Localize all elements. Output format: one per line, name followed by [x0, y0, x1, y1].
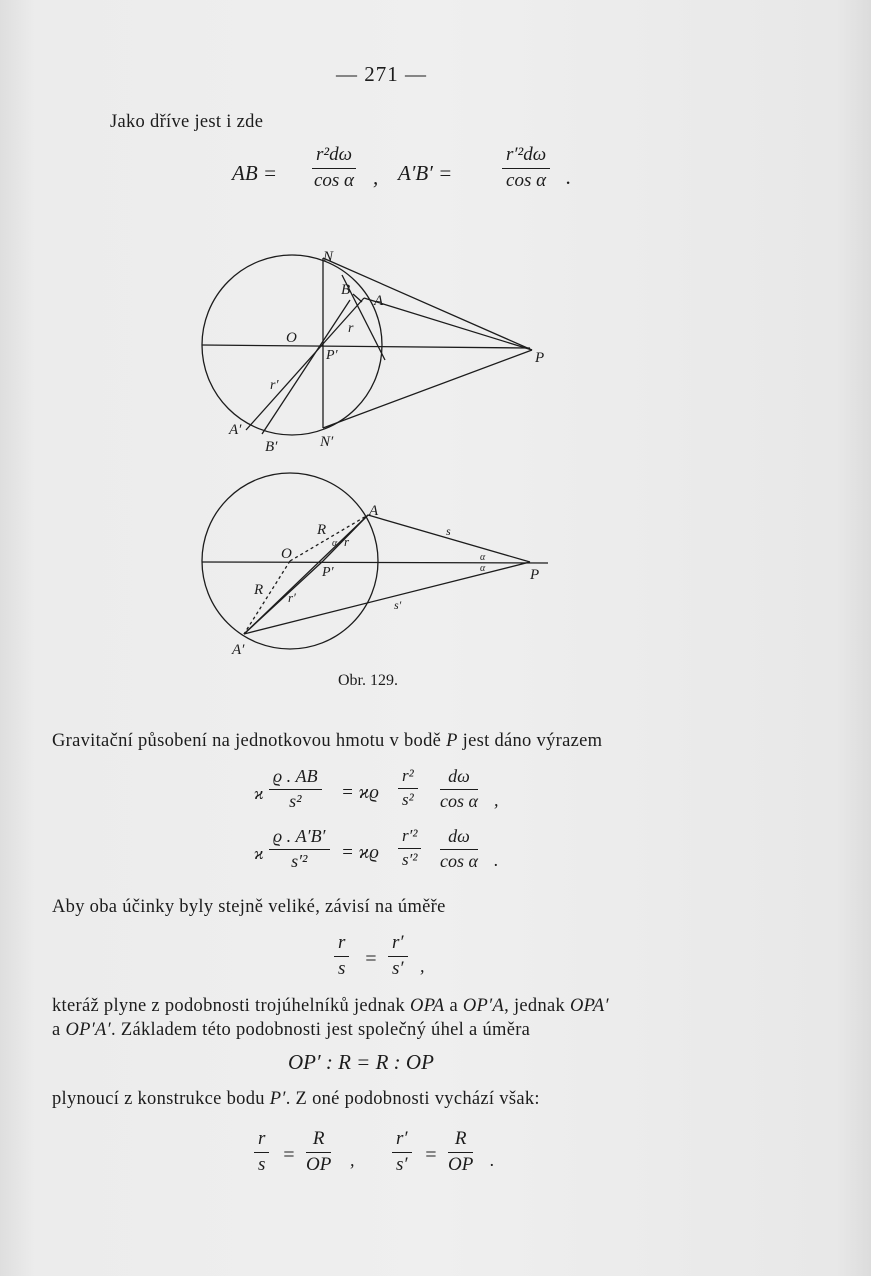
label-n: N — [323, 249, 334, 265]
eq5-sep: , — [350, 1150, 355, 1170]
formula-ab2-fraction — [502, 144, 550, 192]
eq3-frac1 — [334, 932, 349, 980]
eq2-den3: cos α — [440, 851, 478, 871]
eq2-den2: s′² — [402, 850, 418, 869]
label-o-lower: O — [281, 546, 292, 562]
eq4-proportion: OP′ : R = R : OP — [288, 1050, 434, 1074]
eq3-num1: r — [334, 932, 349, 957]
label-r-small: r — [344, 534, 350, 549]
eq1-den2: s² — [402, 790, 414, 809]
label-a-prime-lower: A′ — [232, 642, 245, 658]
label-n-prime: N′ — [320, 434, 334, 450]
eq6-num2: R — [448, 1128, 473, 1153]
label-a-prime: A′ — [229, 422, 242, 438]
triangles-v2: OP′A — [462, 996, 505, 1016]
label-p-prime: P′ — [326, 348, 338, 363]
formula-ab-sep: , — [373, 165, 379, 189]
triangles-v3: OPA′ — [570, 996, 609, 1016]
axis-line-upper — [202, 345, 530, 348]
paragraph-gravitation-b: jest dáno výrazem — [457, 731, 603, 751]
eq1-den1: s² — [289, 791, 302, 811]
paragraph-triangles-line2 — [52, 1020, 530, 1041]
eq6-frac2 — [448, 1128, 473, 1176]
eq5-den2: OP — [306, 1154, 332, 1175]
eq3-den2: s′ — [392, 958, 404, 979]
eq1-eq: = ϰϱ — [341, 782, 379, 803]
eq1-frac1 — [269, 766, 322, 812]
paragraph-gravitation-var: P — [446, 731, 458, 751]
eq5-num1: r — [254, 1128, 269, 1153]
formula-ab-lhs: AB = — [232, 161, 278, 185]
eq2-k: ϰ — [254, 844, 264, 863]
eq5-den1: s — [258, 1154, 266, 1175]
eq6-den2: OP — [448, 1154, 474, 1175]
formula-ab2-denominator: cos α — [506, 170, 547, 191]
eq2-num2: r′² — [398, 826, 421, 849]
eq3-frac2 — [388, 932, 408, 980]
label-b-prime: B′ — [265, 439, 278, 455]
paragraph-gravitation — [52, 731, 602, 752]
eq2-frac1 — [269, 826, 330, 872]
eq1-frac3 — [440, 766, 478, 812]
triangles-v1: OPA — [410, 996, 445, 1016]
eq5-frac1 — [254, 1128, 269, 1176]
label-r-prime-lower: r′ — [288, 590, 296, 605]
eq2-num3: dω — [440, 826, 478, 850]
label-a-lower: A — [369, 503, 379, 519]
line-n2p — [323, 350, 532, 428]
label-b: B — [341, 282, 351, 298]
formula-ab-fraction — [312, 144, 356, 192]
label-s: s — [446, 524, 451, 538]
eq1-num2: r² — [398, 766, 418, 789]
triangles-b: a — [444, 996, 463, 1016]
label-alpha-right-bottom: α — [480, 563, 486, 574]
figure-129-upper — [180, 240, 580, 465]
triangles-a: kteráž plyne z podobnosti trojúhelníků jednak — [52, 996, 411, 1016]
formula-ab2-lhs: A′B′ = — [398, 161, 453, 185]
eq2-eq: = ϰϱ — [341, 842, 379, 863]
label-p: P — [535, 350, 545, 366]
eq3-sep: , — [420, 956, 425, 976]
formula-ab-numerator: r²dω — [312, 144, 356, 169]
figure-caption: Obr. 129. — [338, 672, 398, 689]
triangles-c: , jednak — [504, 996, 570, 1016]
label-s-prime: s′ — [394, 598, 402, 612]
eq1-num1: ϱ . AB — [269, 766, 322, 790]
eq3-num2: r′ — [388, 932, 408, 957]
construction-a: plynoucí z konstrukce bodu — [52, 1089, 270, 1109]
line-ap — [364, 298, 532, 350]
eq6-sep: . — [490, 1150, 495, 1170]
paragraph-construction — [52, 1089, 540, 1110]
eq2-sep: . — [494, 850, 499, 870]
triangles2-b: . Základem této podobnosti jest společný úhel a úměra — [111, 1020, 531, 1040]
eq1-num3: dω — [440, 766, 478, 790]
eq5-frac2 — [306, 1128, 331, 1176]
label-alpha-top: α — [332, 538, 338, 549]
eq6-den1: s′ — [396, 1154, 408, 1175]
formula-ab2-sep: . — [566, 165, 572, 189]
label-o: O — [286, 330, 297, 346]
line-ap-lower — [368, 515, 530, 562]
eq5-num2: R — [306, 1128, 331, 1153]
label-p-prime-lower: P′ — [322, 565, 334, 580]
paragraph-triangles-line1 — [52, 996, 609, 1017]
label-p-lower: P — [530, 567, 540, 583]
eq1-den3: cos α — [440, 791, 478, 811]
label-r-prime: r′ — [270, 378, 279, 393]
line-np — [323, 258, 532, 350]
eq1-k: ϰ — [254, 784, 264, 803]
eq5-eq: = — [282, 1144, 296, 1166]
construction-v1: P′ — [269, 1089, 286, 1109]
eq2-frac2 — [398, 826, 421, 870]
eq3-den1: s — [338, 958, 346, 979]
eq2-frac3 — [440, 826, 478, 872]
eq1-sep: , — [494, 790, 499, 810]
chord-bb2 — [262, 300, 350, 434]
construction-b: . Z oné podobnosti vychází však: — [285, 1089, 540, 1109]
label-r: r — [348, 321, 354, 336]
formula-ab2-numerator: r′²dω — [502, 144, 550, 169]
label-a: A — [374, 293, 384, 309]
chord-aa2 — [246, 298, 364, 430]
axis-line-lower — [202, 562, 548, 563]
eq1-frac2 — [398, 766, 418, 810]
paragraph-gravitation-a: Gravitační působení na jednotkovou hmotu v bodě — [52, 731, 447, 751]
eq2-num1: ϱ . A′B′ — [269, 826, 330, 850]
intro-text: Jako dříve jest i zde — [110, 112, 264, 132]
figure-129-lower — [180, 468, 580, 663]
eq6-eq: = — [424, 1144, 438, 1166]
eq2-den1: s′² — [291, 851, 308, 871]
triangles2-v1: OP′A′ — [65, 1020, 111, 1040]
label-alpha-right-top: α — [480, 552, 486, 563]
eq6-frac1 — [392, 1128, 412, 1176]
label-r-big: R — [317, 522, 327, 538]
page-number: — 271 — — [336, 62, 427, 86]
triangles2-a: a — [52, 1020, 66, 1040]
line-a2p-lower — [244, 562, 530, 634]
eq6-num1: r′ — [392, 1128, 412, 1153]
paragraph-equal-effects: Aby oba účinky byly stejně veliké, závisí na úměře — [52, 897, 446, 917]
formula-ab-denominator: cos α — [313, 170, 355, 191]
label-r-big-lower: R — [254, 582, 264, 598]
eq3-eq: = — [364, 948, 378, 970]
